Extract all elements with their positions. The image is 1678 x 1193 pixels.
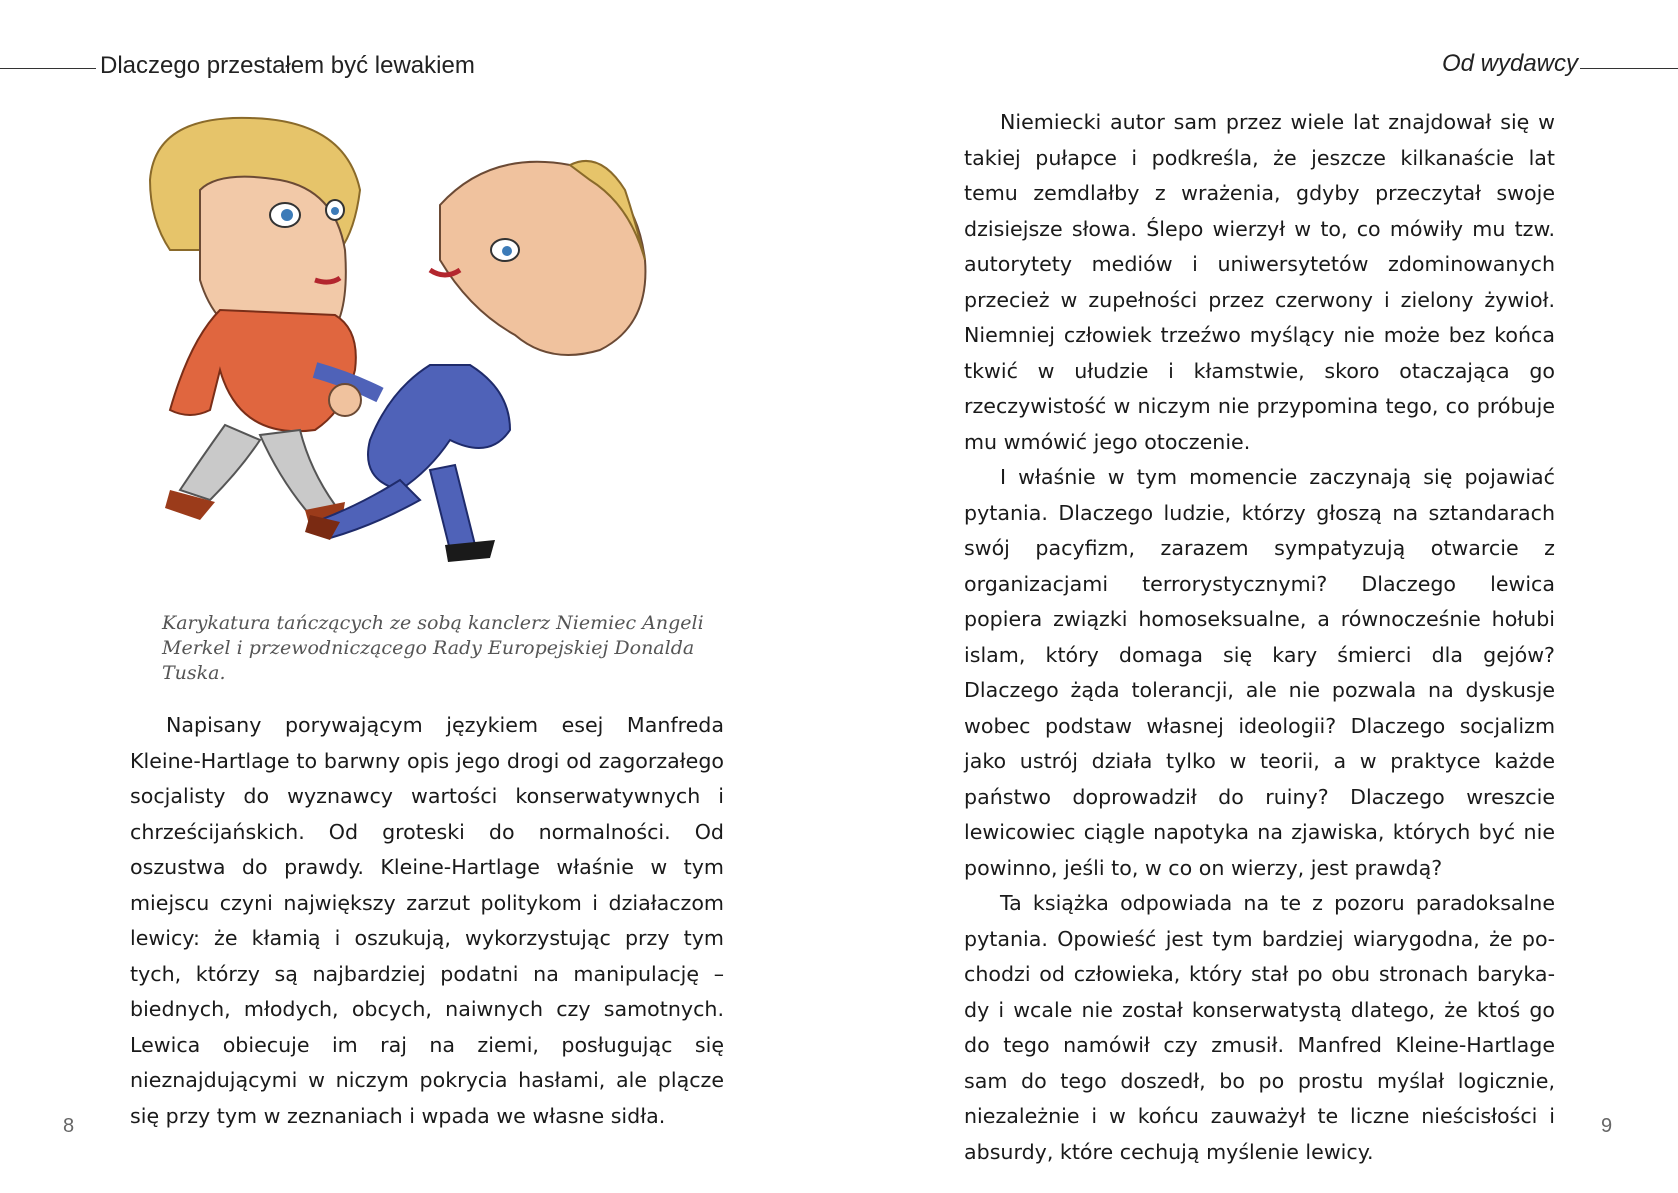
right-paragraph-2: I właśnie w tym momencie zaczynają się pojawiać pytania. Dlaczego ludzie, którzy głoszą na sztandarach swój pacyfizm, zarazem sympatyzują otwarcie z organizacjami terrorystycznymi? Dlaczego lewica popiera związki homoseksualne, a równocześnie hołubi islam, który domaga się kary śmierci dla gejów? Dlaczego żąda tolerancji, ale nie pozwala na dyskusje wobec podstaw własnej ideologii? Dlaczego socjalizm jako ustrój działa tylko w teorii, a w praktyce każde państwo doprowadził do ruiny? Dlaczego wreszcie lewicowiec ciągle napotyka na zjawiska, których być nie powinno, jeśli to, w co on wierzy, jest prawdą? [964,465,1555,880]
header-rule-right [1580,68,1678,69]
page-number-left: 8 [63,1115,75,1137]
left-paragraph-1: Napisany porywającym językiem esej Manfreda Kleine-Hartlage to barwny opis jego drogi od zagorzałego socjalisty do wyznawcy wartości konserwatywnych i chrześcijańskich. Od groteski do normalności. Od oszustwa do prawdy. Kleine-Hartlage właśnie w tym miejscu czyni największy zarzut politykom i działaczom lewicy: że kłamią i oszukują, wykorzystując przy tym tych, którzy są najbardziej podatni na manipulację – biednych, młodych, obcych, naiwnych czy samotnych. Lewica obiecuje im raj na ziemi, posługując się nieznajdującymi w niczym pokrycia hasłami, ale plącze się przy tym w zeznaniach i wpada we własne sidła. [130,713,724,1128]
header-rule-left [0,68,96,69]
page-number-right: 9 [1601,1115,1613,1137]
left-page-text [130,708,724,1134]
running-head-left: Dlaczego przestałem być lewakiem [100,52,475,79]
right-page-text [964,105,1555,1170]
illustration-caption [162,611,722,686]
caption-line-1: Karykatura tańczących ze sobą kanclerz Niemiec Angeli [162,612,704,634]
right-paragraph-1: Niemiecki autor sam przez wiele lat znajdował się w takiej pułapce i podkreśla, że jeszcze kilkanaście lat temu zemdlałby z wrażenia, gdyby przeczytał swoje dzisiejsze słowa. Ślepo wierzył w to, co mówiły mu tzw. autorytety mediów i uniwersytetów zdominowanych przecież w zupełności przez czerwony i zielony żywioł. Niemniej człowiek trzeźwo myślący nie może bez końca tkwić w ułudzie i kłamstwie, skoro otaczająca go rzeczywistość w niczym nie przypomina tego, co próbuje mu wmówić jego otoczenie. [964,110,1555,454]
caption-line-2: Merkel i przewodniczącego Rady Europejskiej Donalda Tuska. [162,637,695,684]
running-head-right: Od wydawcy [1441,50,1578,77]
right-paragraph-3: Ta książka odpowiada na te z pozoru paradoksalne pytania. Opowieść jest tym bardziej wiarygodna, że pochodzi od człowieka, który stał po obu stronach barykady i wcale nie został konserwatystą dlatego, że ktoś go do tego namówił czy zmusił. Manfred Kleine-Hartlage sam do tego doszedł, bo po prostu myślał logicznie, niezależnie i w końcu zauważył te liczne nieścisłości i absurdy, które cechują myślenie lewicy. [964,891,1555,1164]
merkel-figure [150,118,360,528]
caricature-illustration [130,110,710,600]
